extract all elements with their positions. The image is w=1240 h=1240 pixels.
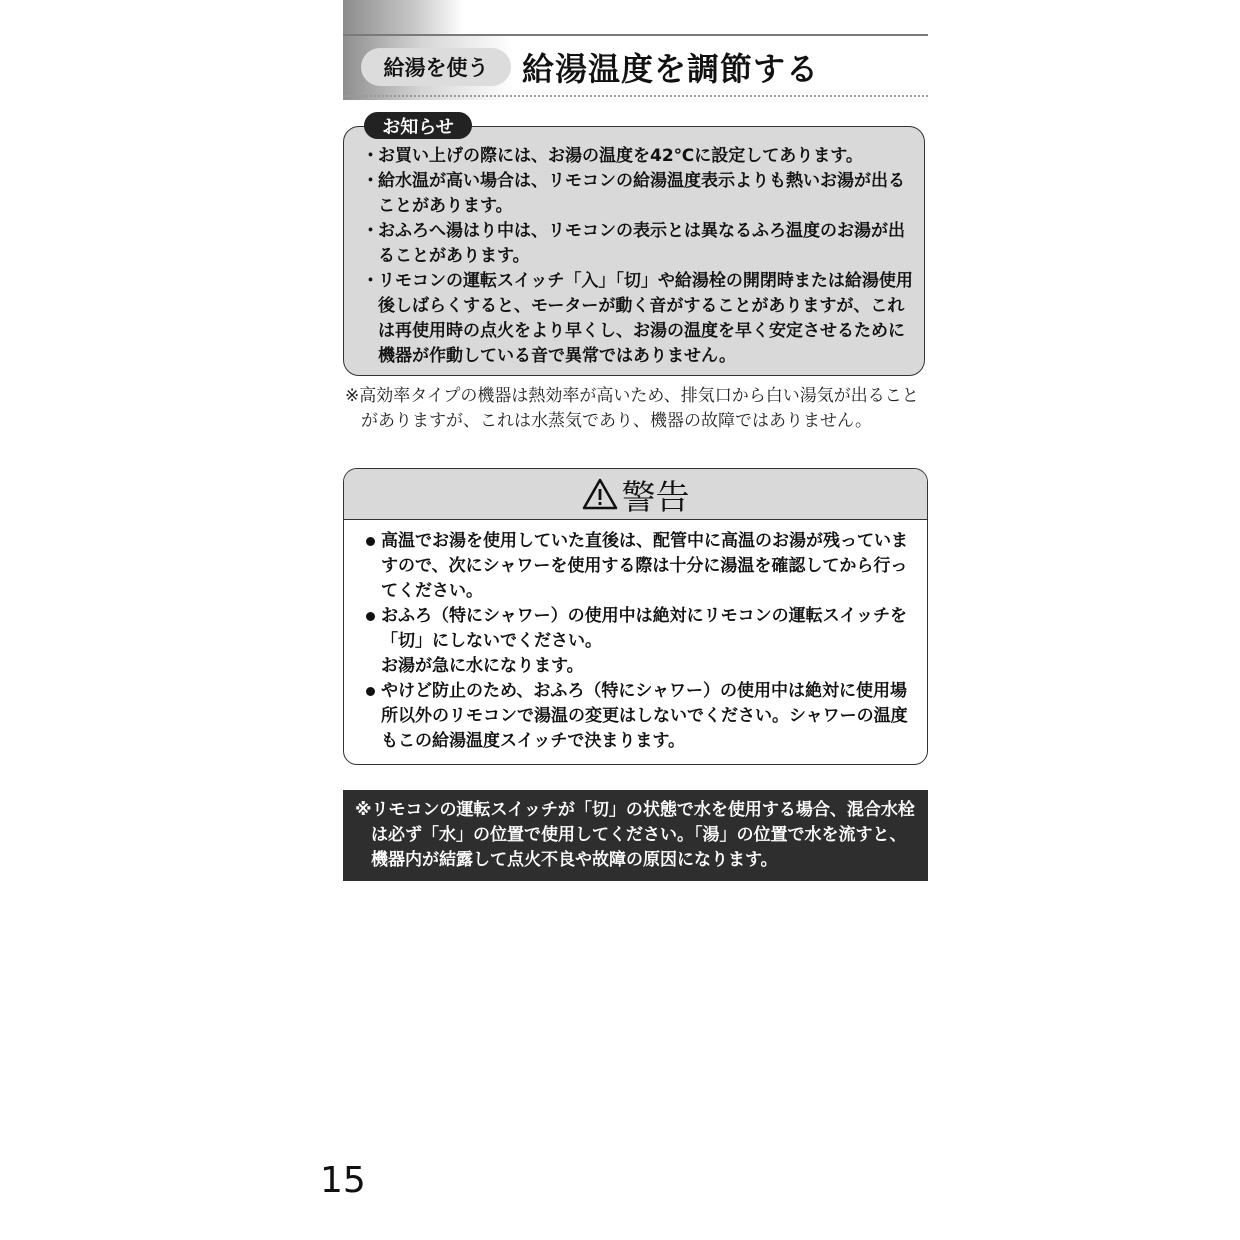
notice-item-text: お買い上げの際には、お湯の温度を42℃に設定してあります。 bbox=[378, 146, 863, 166]
notice-item bbox=[362, 269, 918, 369]
notice-item-text: リモコンの運転スイッチ「入」「切」や給湯栓の開閉時または給湯使用後しばらくすると、モーターが動く音がすることがありますが、これは再使用時の点火をより早くし、お湯の温度を早く安定させるために機器が作動している音で異常ではありません。 bbox=[378, 271, 913, 366]
header-divider bbox=[343, 95, 928, 97]
page-title: 給湯温度を調節する bbox=[522, 50, 820, 88]
notice-item bbox=[362, 219, 918, 269]
warning-triangle-icon bbox=[582, 478, 618, 510]
warning-item bbox=[366, 529, 914, 604]
warning-item bbox=[366, 604, 914, 679]
notice-item-text: おふろへ湯はり中は、リモコンの表示とは異なるふろ温度のお湯が出ることがあります。 bbox=[378, 221, 905, 266]
notice-tag: お知らせ bbox=[364, 112, 472, 139]
warning-item-text: おふろ（特にシャワー）の使用中は絶対にリモコンの運転スイッチを「切」にしないでください。 bbox=[381, 606, 907, 651]
notice-list bbox=[362, 144, 918, 369]
header-gradient-tab bbox=[343, 0, 463, 34]
warning-item bbox=[366, 679, 914, 754]
caution-note-text: ※リモコンの運転スイッチが「切」の状態で水を使用する場合、混合水栓は必ず「水」の位置で使用してください。「湯」の位置で水を流すと、機器内が結露して点火不良や故障の原因になります。 bbox=[355, 800, 915, 870]
section-label: 給湯を使う bbox=[361, 48, 511, 86]
page-number: 15 bbox=[320, 1160, 366, 1201]
warning-header bbox=[344, 469, 927, 520]
warning-list bbox=[366, 529, 914, 754]
warning-item-subtext: お湯が急に水になります。 bbox=[381, 656, 584, 676]
notice-item bbox=[362, 169, 918, 219]
bullet-dot-icon bbox=[366, 612, 375, 621]
notice-bullet: ・ bbox=[362, 146, 379, 166]
warning-item-text: 高温でお湯を使用していた直後は、配管中に高温のお湯が残っていますので、次にシャワーを使用する際は十分に湯温を確認してから行ってください。 bbox=[381, 531, 908, 601]
warning-box bbox=[343, 468, 928, 765]
notice-bullet: ・ bbox=[362, 171, 379, 191]
warning-item-text: やけど防止のため、おふろ（特にシャワー）の使用中は絶対に使用場所以外のリモコンで湯温の変更はしないでください。シャワーの温度もこの給湯温度スイッチで決まります。 bbox=[381, 681, 908, 751]
notice-bullet: ・ bbox=[362, 271, 379, 291]
caution-note bbox=[343, 790, 928, 881]
bullet-dot-icon bbox=[366, 687, 375, 696]
notice-bullet: ・ bbox=[362, 221, 379, 241]
warning-title: 警告 bbox=[621, 477, 690, 518]
notice-footnote: ※高効率タイプの機器は熱効率が高いため、排気口から白い湯気が出ることがありますが、これは水蒸気であり、機器の故障ではありません。 bbox=[345, 386, 919, 431]
notice-item-text: 給水温が高い場合は、リモコンの給湯温度表示よりも熱いお湯が出ることがあります。 bbox=[378, 171, 905, 216]
notice-item bbox=[362, 144, 918, 169]
bullet-dot-icon bbox=[366, 537, 375, 546]
